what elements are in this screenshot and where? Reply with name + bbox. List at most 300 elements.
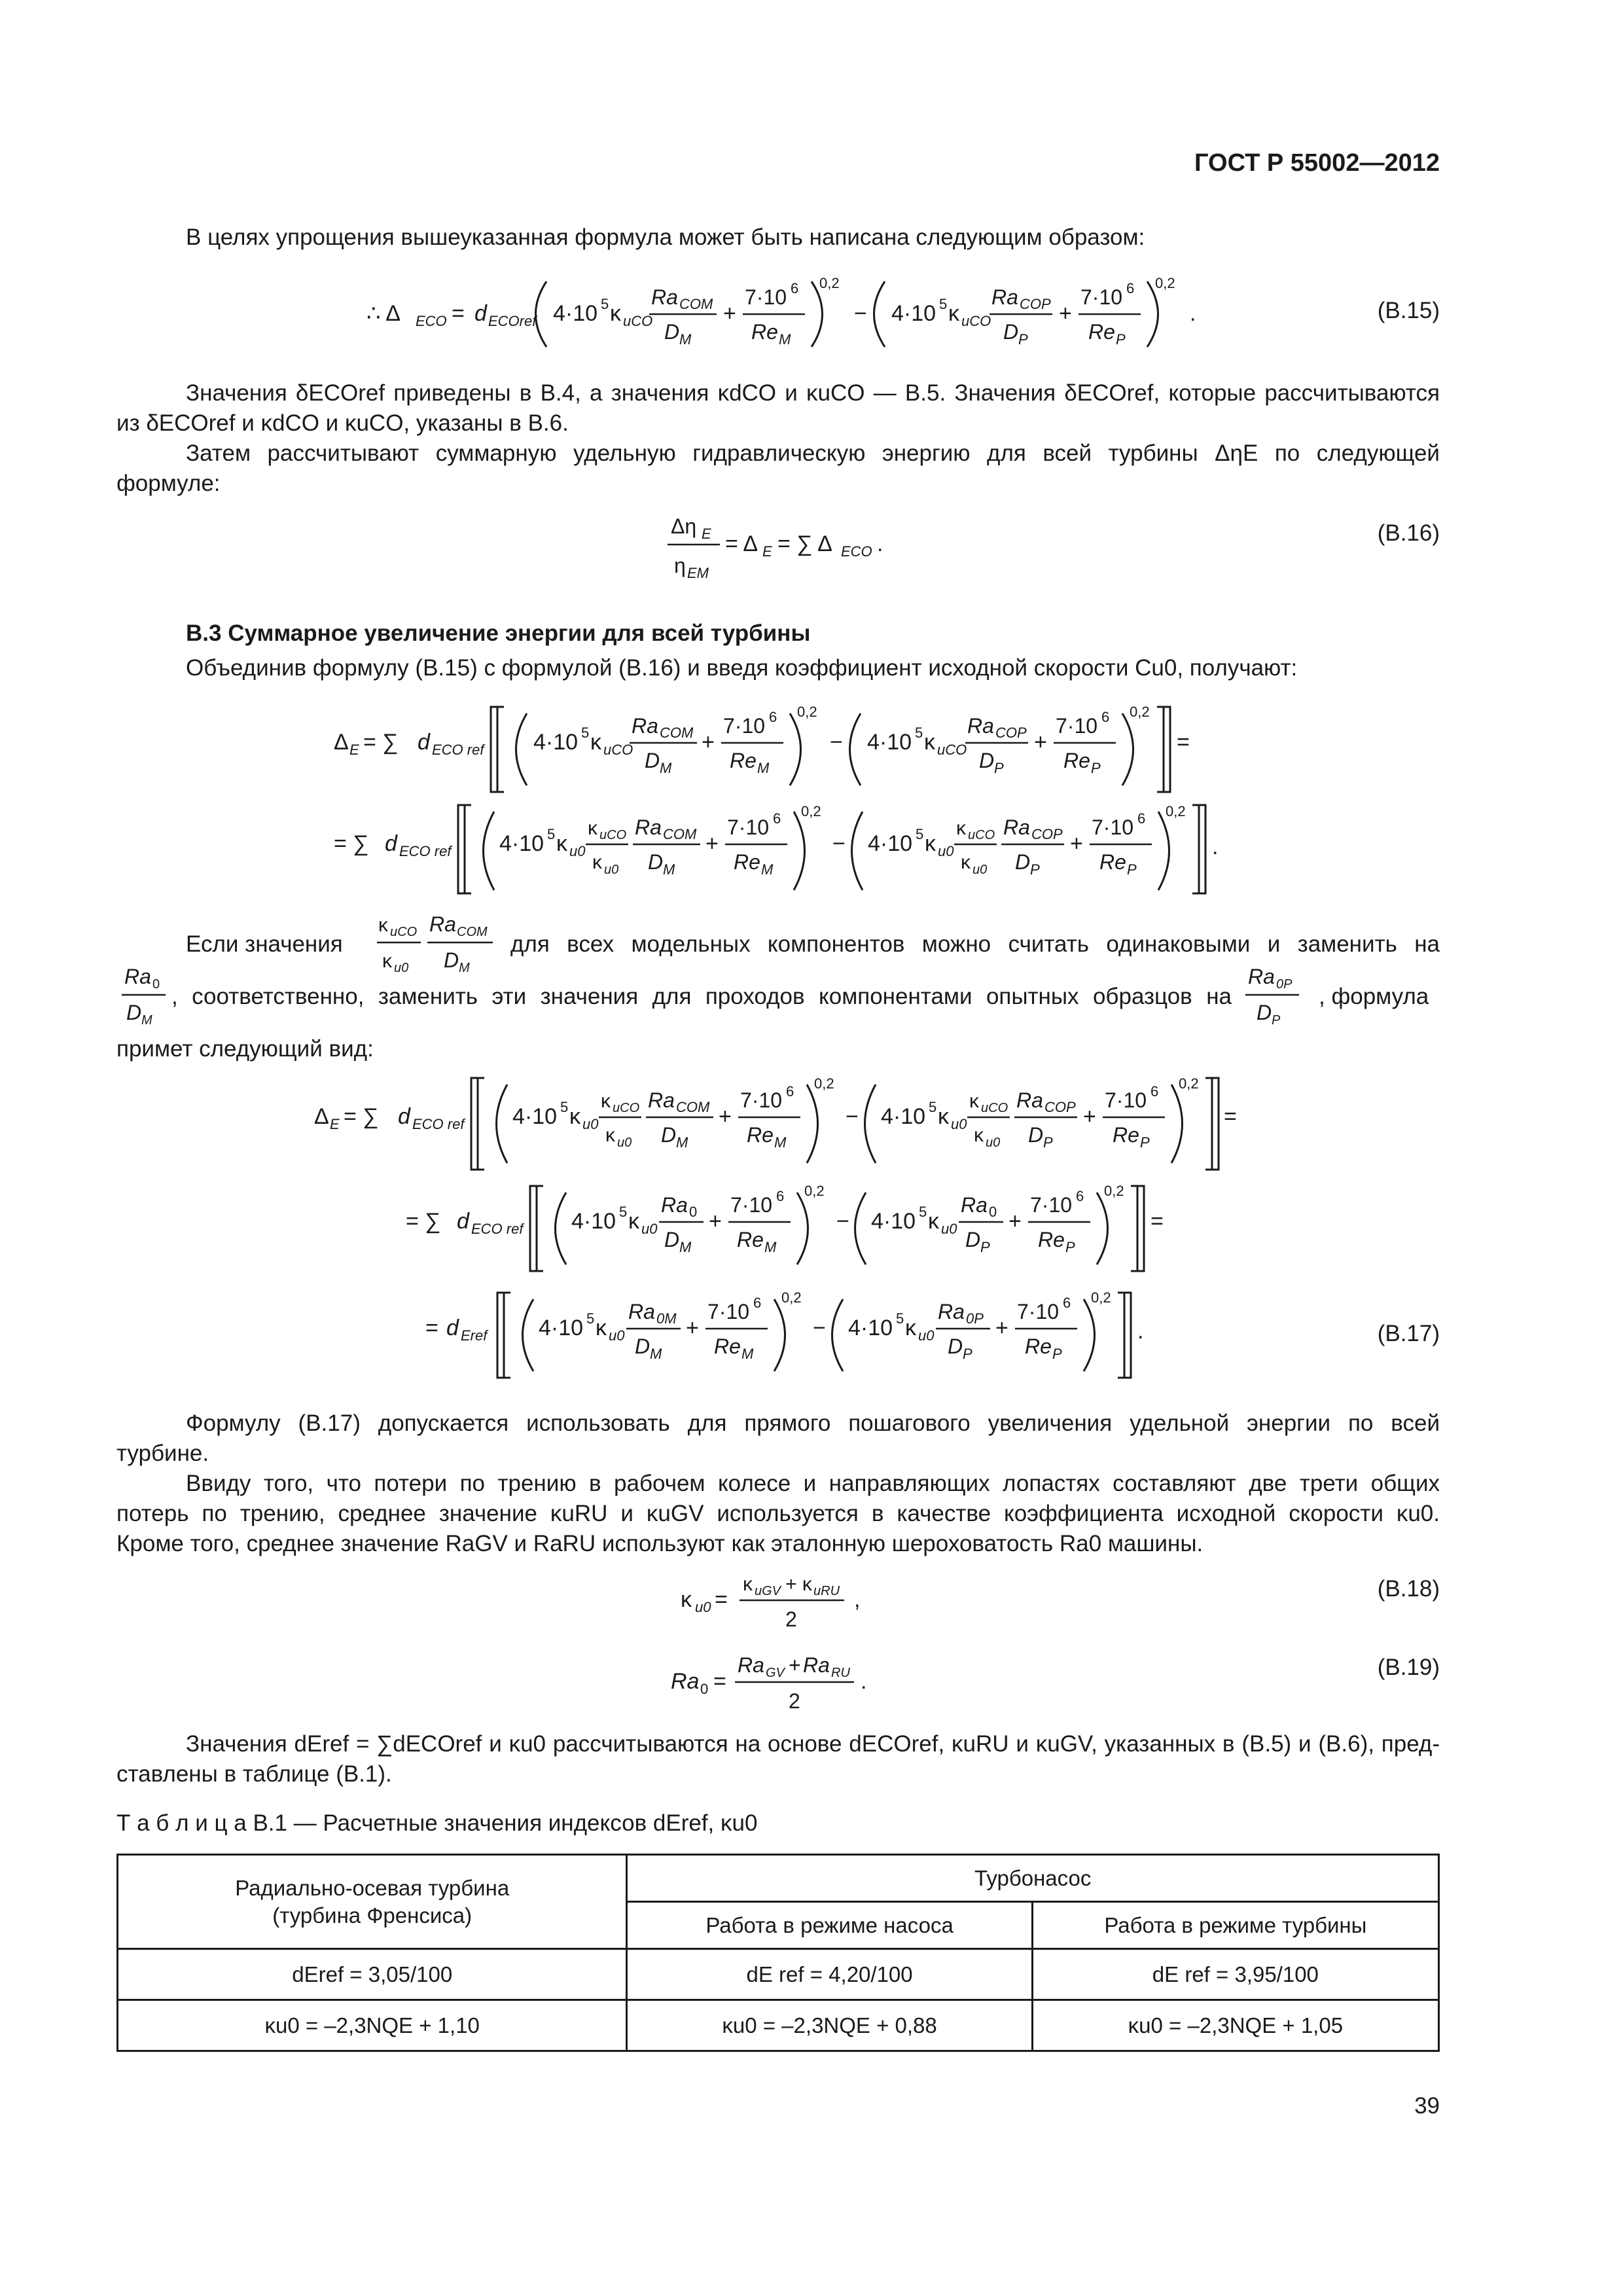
- svg-text:.: .: [1190, 301, 1196, 326]
- table-header-francis: Радиально-осевая турбина (турбина Френсиса): [118, 1855, 627, 1949]
- svg-text:uCO: uCO: [937, 742, 967, 758]
- values-table: [116, 1854, 1440, 2052]
- svg-text:κ: κ: [948, 301, 959, 326]
- svg-text:κ: κ: [905, 1316, 916, 1340]
- formula-b15: [353, 262, 1257, 360]
- svg-text:=: =: [1224, 1104, 1237, 1129]
- svg-text:EM: EM: [687, 565, 709, 581]
- svg-text:0,2: 0,2: [801, 803, 821, 819]
- svg-text:uCO: uCO: [623, 313, 653, 329]
- svg-text:Ra: Ra: [1016, 1088, 1043, 1112]
- svg-text:Re: Re: [1088, 320, 1115, 344]
- svg-text:P: P: [1091, 760, 1101, 776]
- svg-text:4·10: 4·10: [891, 301, 936, 326]
- svg-text:7·10: 7·10: [707, 1300, 750, 1323]
- svg-text:7·10: 7·10: [1056, 714, 1098, 738]
- svg-text:u0: u0: [609, 1327, 625, 1344]
- svg-text:4·10: 4·10: [499, 831, 544, 856]
- svg-text:uCO: uCO: [968, 828, 995, 842]
- svg-text:M: M: [676, 1134, 688, 1151]
- svg-text:u0: u0: [972, 863, 988, 877]
- svg-text:0M: 0M: [656, 1310, 677, 1327]
- svg-text:d: d: [474, 301, 487, 326]
- paragraph-intro: В целях упрощения вышеуказанная формула может быть написана следующим образом:: [186, 224, 1145, 250]
- svg-text:0: 0: [989, 1204, 997, 1220]
- svg-text:κ: κ: [592, 852, 602, 873]
- svg-text:Ra: Ra: [661, 1193, 688, 1217]
- svg-text:+: +: [723, 301, 736, 326]
- svg-text:uRU: uRU: [813, 1584, 840, 1598]
- section-title: В.3 Суммарное увеличение энергии для всей турбины: [186, 620, 811, 646]
- svg-text:u0: u0: [641, 1221, 658, 1237]
- svg-text:0,2: 0,2: [804, 1183, 825, 1199]
- svg-text:0: 0: [152, 977, 160, 992]
- svg-text:6: 6: [753, 1295, 762, 1311]
- svg-text:κ: κ: [605, 1124, 615, 1146]
- paragraph-friction-line3: Кроме того, среднее значение RaGV и RaRU используют как эталонную шероховатость Ra0 машины.: [116, 1531, 1204, 1556]
- svg-text:5: 5: [929, 1099, 937, 1115]
- table-cell: dE ref = 3,95/100: [1032, 1949, 1438, 2000]
- svg-text:ECO ref: ECO ref: [432, 742, 484, 758]
- svg-text:7·10: 7·10: [740, 1088, 783, 1112]
- svg-text:u0: u0: [695, 1599, 711, 1615]
- svg-text:Re: Re: [1038, 1228, 1065, 1251]
- paragraph-sum-line1: Затем рассчитывают суммарную удельную гидравлическую энергию для всей турбины ΔηE по следующей: [186, 440, 1440, 466]
- svg-text:.: .: [1137, 1319, 1144, 1344]
- svg-text:COM: COM: [676, 1099, 710, 1115]
- svg-text:uCO: uCO: [390, 925, 418, 939]
- svg-text:7·10: 7·10: [730, 1193, 773, 1217]
- svg-text:COP: COP: [1031, 826, 1063, 842]
- svg-text:κ: κ: [610, 301, 621, 326]
- svg-text:COP: COP: [995, 725, 1027, 741]
- svg-text:M: M: [679, 331, 692, 348]
- svg-text:−: −: [830, 730, 843, 755]
- svg-text:,: ,: [854, 1587, 861, 1612]
- paragraph-table-intro-line2: ставлены в таблице (В.1).: [116, 1761, 392, 1787]
- svg-text:u0: u0: [604, 863, 619, 877]
- svg-text:Ra: Ra: [738, 1653, 764, 1677]
- svg-text:ECO ref: ECO ref: [471, 1221, 524, 1237]
- svg-text:u0: u0: [582, 1116, 599, 1132]
- svg-text:Re: Re: [1113, 1123, 1139, 1147]
- paragraph-values-line1: Значения δECOref приведены в В.4, а значения κdCO и κuCO — В.5. Значения δECOref, которые рассчитываются: [186, 380, 1440, 406]
- svg-text:−: −: [813, 1316, 826, 1340]
- svg-text:+ κ: + κ: [785, 1573, 812, 1595]
- svg-text:5: 5: [939, 296, 948, 312]
- svg-text:Re: Re: [734, 850, 760, 874]
- svg-text:6: 6: [1137, 810, 1146, 827]
- svg-text:Ra: Ra: [632, 714, 658, 738]
- svg-text:Re: Re: [730, 749, 757, 772]
- svg-text:u0: u0: [951, 1116, 967, 1132]
- svg-text:+: +: [1008, 1209, 1022, 1234]
- svg-text:7·10: 7·10: [1017, 1300, 1060, 1323]
- svg-text:D: D: [1003, 320, 1019, 344]
- svg-text:0,2: 0,2: [1155, 275, 1175, 291]
- svg-text:+: +: [1083, 1104, 1096, 1129]
- equation-number-b16: (В.16): [1377, 520, 1440, 546]
- svg-text:Ra: Ra: [961, 1193, 988, 1217]
- svg-text:ECO ref: ECO ref: [399, 843, 452, 859]
- svg-text:5: 5: [619, 1204, 628, 1220]
- svg-text:COM: COM: [457, 925, 488, 939]
- svg-text:ECO: ECO: [841, 543, 872, 560]
- svg-text:−: −: [832, 831, 846, 856]
- formula-b16: [661, 504, 923, 589]
- svg-text:E: E: [762, 543, 772, 560]
- svg-text:κ: κ: [590, 730, 601, 755]
- inline-fraction-ra0-dm: [116, 959, 175, 1031]
- svg-text:6: 6: [773, 810, 781, 827]
- svg-text:+: +: [1059, 301, 1072, 326]
- svg-text:2: 2: [789, 1689, 800, 1713]
- svg-text:−: −: [836, 1209, 849, 1234]
- svg-text:uGV: uGV: [755, 1584, 781, 1598]
- svg-text:5: 5: [915, 725, 923, 741]
- svg-text:E: E: [330, 1116, 340, 1132]
- svg-text:+: +: [705, 831, 719, 856]
- svg-text:=: =: [1177, 730, 1190, 755]
- svg-text:6: 6: [1063, 1295, 1071, 1311]
- svg-text:5: 5: [916, 826, 924, 842]
- equation-number-b15: (В.15): [1377, 298, 1440, 323]
- svg-text:Re: Re: [714, 1335, 741, 1358]
- svg-text:κ: κ: [743, 1573, 753, 1595]
- svg-text:5: 5: [586, 1310, 595, 1327]
- svg-text:d: d: [385, 831, 397, 856]
- svg-text:Δ: Δ: [334, 730, 349, 755]
- svg-text:6: 6: [786, 1083, 794, 1100]
- equation-number-b19: (В.19): [1377, 1655, 1440, 1680]
- svg-text:D: D: [645, 749, 660, 772]
- svg-text:6: 6: [1101, 709, 1110, 725]
- svg-text:Ra: Ra: [803, 1653, 830, 1677]
- svg-text:GV: GV: [766, 1666, 785, 1680]
- svg-text:0,2: 0,2: [1104, 1183, 1124, 1199]
- svg-text:Ra: Ra: [429, 912, 456, 936]
- formula-b18: [674, 1561, 897, 1640]
- svg-text:κ: κ: [382, 950, 392, 972]
- svg-text:κ: κ: [628, 1209, 639, 1234]
- svg-text:κ: κ: [378, 914, 388, 936]
- svg-text:6: 6: [776, 1188, 785, 1204]
- svg-text:5: 5: [896, 1310, 904, 1327]
- table-cell: κu0 = –2,3NQE + 0,88: [627, 2000, 1032, 2051]
- svg-text:0,2: 0,2: [819, 275, 840, 291]
- svg-text:P: P: [1140, 1134, 1150, 1151]
- svg-text:κ: κ: [596, 1316, 607, 1340]
- svg-text:0P: 0P: [966, 1310, 984, 1327]
- svg-text:Ra: Ra: [124, 965, 151, 988]
- svg-text:κ: κ: [556, 831, 567, 856]
- svg-text:Re: Re: [1099, 850, 1126, 874]
- svg-text:P: P: [1116, 331, 1126, 348]
- svg-text:Re: Re: [737, 1228, 764, 1251]
- paragraph-usage-line1: Формулу (В.17) допускается использовать для прямого пошагового увеличения удельной энергии по всей: [186, 1410, 1440, 1436]
- svg-text:ECOref: ECOref: [488, 313, 537, 329]
- svg-text:= ∑: = ∑: [363, 730, 399, 755]
- svg-text:+: +: [1070, 831, 1083, 856]
- svg-text:5: 5: [601, 296, 609, 312]
- svg-text:COM: COM: [663, 826, 697, 842]
- svg-text:Ra: Ra: [651, 285, 678, 309]
- svg-text:Ra: Ra: [635, 816, 662, 839]
- svg-text:6: 6: [1076, 1188, 1084, 1204]
- svg-text:u0: u0: [918, 1327, 935, 1344]
- svg-text:+: +: [789, 1653, 801, 1677]
- svg-text:−: −: [854, 301, 867, 326]
- svg-text:M: M: [741, 1346, 754, 1362]
- svg-text:u0: u0: [986, 1136, 1001, 1150]
- paragraph-friction-line2: потерь по трению, среднее значение κuRU и κuGV используется в качестве коэффициента исходной скорости κu0.: [116, 1501, 1440, 1526]
- svg-text:Re: Re: [1063, 749, 1090, 772]
- svg-text:= ∑: = ∑: [406, 1209, 441, 1234]
- svg-text:Δη: Δη: [671, 514, 697, 538]
- svg-text:κ: κ: [681, 1587, 692, 1612]
- svg-text:+: +: [719, 1104, 732, 1129]
- svg-text:uCO: uCO: [613, 1101, 640, 1115]
- table-cell: κu0 = –2,3NQE + 1,10: [118, 2000, 627, 2051]
- svg-text:d: d: [398, 1104, 410, 1129]
- svg-text:0P: 0P: [1276, 977, 1293, 992]
- paragraph-combining: Объединив формулу (В.15) с формулой (В.16) и введя коэффициент исходной скорости Cu0, получают:: [186, 655, 1298, 681]
- svg-text:5: 5: [919, 1204, 927, 1220]
- svg-text:+: +: [686, 1316, 699, 1340]
- svg-text:0,2: 0,2: [1091, 1289, 1111, 1306]
- formula-b17: [308, 1070, 1263, 1384]
- svg-text:7·10: 7·10: [1080, 285, 1123, 309]
- svg-text:κ: κ: [588, 817, 597, 839]
- table-row: [118, 2000, 1439, 2051]
- svg-text:5: 5: [581, 725, 590, 741]
- inline-fraction-kuco-racom: [359, 906, 503, 978]
- svg-text:=: =: [452, 301, 465, 326]
- svg-text:M: M: [764, 1239, 777, 1255]
- svg-text:u0: u0: [938, 843, 954, 859]
- svg-text:κ: κ: [969, 1090, 979, 1112]
- svg-text:D: D: [635, 1335, 651, 1358]
- svg-text:κ: κ: [956, 817, 966, 839]
- svg-text:4·10: 4·10: [533, 730, 579, 755]
- svg-text:7·10: 7·10: [1030, 1193, 1073, 1217]
- svg-text:uCO: uCO: [603, 742, 633, 758]
- svg-text:+: +: [1034, 730, 1047, 755]
- svg-text:4·10: 4·10: [867, 730, 912, 755]
- svg-text:4·10: 4·10: [553, 301, 598, 326]
- svg-text:κ: κ: [928, 1209, 939, 1234]
- svg-text:E: E: [702, 526, 711, 542]
- svg-text:COP: COP: [1020, 296, 1051, 312]
- svg-text:−: −: [846, 1104, 859, 1129]
- svg-text:uCO: uCO: [981, 1101, 1008, 1115]
- svg-text:D: D: [444, 948, 459, 972]
- svg-text:M: M: [779, 331, 791, 348]
- svg-text:6: 6: [769, 709, 777, 725]
- paragraph-if-values-e: примет следующий вид:: [116, 1036, 374, 1062]
- svg-text:=: =: [1150, 1209, 1164, 1234]
- svg-text:Δ: Δ: [314, 1104, 329, 1129]
- svg-text:u0: u0: [941, 1221, 957, 1237]
- svg-text:6: 6: [791, 280, 799, 296]
- paragraph-friction-line1: Ввиду того, что потери по трению в рабочем колесе и направляющих лопастях составляют две трети общих: [186, 1471, 1440, 1496]
- svg-text:7·10: 7·10: [727, 816, 770, 839]
- svg-text:= ∑ Δ: = ∑ Δ: [777, 531, 832, 556]
- svg-text:P: P: [1052, 1346, 1062, 1362]
- svg-text:D: D: [1028, 1123, 1044, 1147]
- svg-text:4·10: 4·10: [881, 1104, 926, 1129]
- svg-text:η: η: [674, 554, 686, 577]
- svg-text:M: M: [660, 760, 672, 776]
- svg-text:0,2: 0,2: [1130, 704, 1150, 720]
- paragraph-if-values-c: , соответственно, заменить эти значения для проходов компонентами опытных образцов на: [171, 984, 1232, 1009]
- svg-text:P: P: [1030, 861, 1040, 878]
- svg-text:= Δ: = Δ: [725, 531, 758, 556]
- svg-text:0: 0: [689, 1204, 698, 1220]
- svg-text:COM: COM: [679, 296, 713, 312]
- svg-text:κ: κ: [601, 1090, 611, 1112]
- svg-text:0,2: 0,2: [1166, 803, 1186, 819]
- svg-text:7·10: 7·10: [1105, 1088, 1147, 1112]
- equation-number-b18: (В.18): [1377, 1576, 1440, 1602]
- svg-text:5: 5: [560, 1099, 569, 1115]
- svg-text:7·10: 7·10: [723, 714, 766, 738]
- table-header-turbine-mode: Работа в режиме турбины: [1032, 1902, 1438, 1949]
- table-row: [118, 1949, 1439, 2000]
- svg-text:κ: κ: [925, 831, 936, 856]
- svg-text:P: P: [1018, 331, 1028, 348]
- svg-text:d: d: [446, 1316, 459, 1340]
- svg-text:E: E: [349, 742, 359, 758]
- svg-text:M: M: [663, 861, 675, 878]
- svg-text:2: 2: [785, 1607, 797, 1631]
- svg-text:u0: u0: [569, 843, 586, 859]
- svg-text:COP: COP: [1044, 1099, 1076, 1115]
- table-header-pump-mode: Работа в режиме насоса: [627, 1902, 1032, 1949]
- svg-text:D: D: [979, 749, 995, 772]
- document-header: ГОСТ Р 55002—2012: [1194, 149, 1440, 177]
- paragraph-if-values-b: для всех модельных компонентов можно считать одинаковыми и заменить на: [510, 931, 1440, 957]
- inline-fraction-ra0p-dp: [1240, 959, 1312, 1031]
- svg-text:d: d: [418, 730, 430, 755]
- svg-text:Re: Re: [751, 320, 778, 344]
- svg-text:P: P: [963, 1346, 972, 1362]
- formula-b19: [664, 1643, 900, 1721]
- svg-text:D: D: [948, 1335, 963, 1358]
- svg-text:=: =: [713, 1669, 726, 1694]
- svg-text:κ: κ: [961, 852, 971, 873]
- svg-text:P: P: [994, 760, 1004, 776]
- svg-text:κ: κ: [938, 1104, 949, 1129]
- svg-text:4·10: 4·10: [848, 1316, 893, 1340]
- svg-text:D: D: [661, 1123, 677, 1147]
- svg-text:P: P: [1127, 861, 1137, 878]
- svg-text:7·10: 7·10: [1092, 816, 1134, 839]
- svg-text:κ: κ: [924, 730, 935, 755]
- svg-text:u0: u0: [394, 961, 409, 975]
- formula-combined: [327, 697, 1243, 900]
- svg-text:Re: Re: [1025, 1335, 1052, 1358]
- table-cell: dEref = 3,05/100: [118, 1949, 627, 2000]
- svg-text:6: 6: [1150, 1083, 1159, 1100]
- paragraph-if-values-a: Если значения: [186, 931, 343, 957]
- svg-text:0,2: 0,2: [814, 1075, 834, 1092]
- equation-number-b17: (В.17): [1377, 1321, 1440, 1346]
- svg-text:D: D: [648, 850, 664, 874]
- svg-text:Ra: Ra: [991, 285, 1018, 309]
- svg-text:P: P: [1065, 1239, 1075, 1255]
- svg-text:κ: κ: [974, 1124, 984, 1146]
- svg-text:Ra: Ra: [938, 1300, 965, 1323]
- svg-text:0: 0: [700, 1681, 709, 1697]
- svg-text:d: d: [457, 1209, 469, 1234]
- svg-text:Ra: Ra: [1248, 965, 1275, 988]
- svg-text:P: P: [980, 1239, 990, 1255]
- svg-text:+: +: [995, 1316, 1008, 1340]
- svg-text:D: D: [664, 320, 680, 344]
- svg-text:∴ Δ: ∴ Δ: [366, 301, 401, 326]
- svg-text:4·10: 4·10: [868, 831, 913, 856]
- svg-text:D: D: [965, 1228, 981, 1251]
- svg-text:4·10: 4·10: [571, 1209, 616, 1234]
- svg-text:= ∑: = ∑: [334, 831, 369, 856]
- svg-text:D: D: [1015, 850, 1031, 874]
- table-header-turbopump: Турбонасос: [627, 1855, 1439, 1902]
- svg-text:M: M: [757, 760, 770, 776]
- svg-text:ECO ref: ECO ref: [412, 1116, 465, 1132]
- svg-text:M: M: [761, 861, 774, 878]
- paragraph-if-values-d: , формула: [1319, 984, 1429, 1009]
- paragraph-values-line2: из δECOref и κdCO и κuCO, указаны в В.6.: [116, 410, 569, 436]
- svg-text:5: 5: [547, 826, 556, 842]
- svg-text:M: M: [650, 1346, 662, 1362]
- table-cell: κu0 = –2,3NQE + 1,05: [1032, 2000, 1438, 2051]
- svg-text:4·10: 4·10: [539, 1316, 584, 1340]
- paragraph-table-intro-line1: Значения dEref = ∑dECOref и κu0 рассчитываются на основе dECOref, κuRU и κuGV, указанных в (В.5) и (В.6), пред-: [186, 1731, 1440, 1757]
- paragraph-sum-line2: формуле:: [116, 471, 221, 496]
- svg-text:4·10: 4·10: [871, 1209, 916, 1234]
- svg-text:M: M: [141, 1013, 152, 1028]
- paragraph-usage-line2: турбине.: [116, 1441, 209, 1466]
- svg-text:M: M: [459, 961, 470, 975]
- svg-text:=: =: [715, 1587, 728, 1612]
- svg-text:= ∑: = ∑: [344, 1104, 379, 1129]
- svg-text:7·10: 7·10: [745, 285, 787, 309]
- svg-text:uCO: uCO: [599, 828, 627, 842]
- svg-text:RU: RU: [831, 1666, 850, 1680]
- svg-text:uCO: uCO: [961, 313, 991, 329]
- svg-text:ECO: ECO: [416, 313, 447, 329]
- svg-text:6: 6: [1126, 280, 1135, 296]
- svg-text:Ra: Ra: [648, 1088, 675, 1112]
- svg-text:+: +: [702, 730, 715, 755]
- svg-text:u0: u0: [617, 1136, 632, 1150]
- svg-text:M: M: [679, 1239, 692, 1255]
- svg-text:.: .: [861, 1669, 867, 1694]
- svg-text:Ra: Ra: [671, 1669, 700, 1694]
- svg-text:D: D: [1257, 1001, 1272, 1024]
- svg-text:+: +: [709, 1209, 722, 1234]
- svg-text:Ra: Ra: [628, 1300, 655, 1323]
- svg-text:M: M: [774, 1134, 787, 1151]
- svg-text:.: .: [1212, 834, 1219, 859]
- svg-text:Ra: Ra: [967, 714, 994, 738]
- svg-text:D: D: [664, 1228, 680, 1251]
- table-caption: Т а б л и ц а В.1 — Расчетные значения индексов dEref, κu0: [116, 1810, 758, 1836]
- svg-text:4·10: 4·10: [512, 1104, 558, 1129]
- svg-text:Eref: Eref: [461, 1327, 488, 1344]
- svg-text:P: P: [1272, 1013, 1281, 1028]
